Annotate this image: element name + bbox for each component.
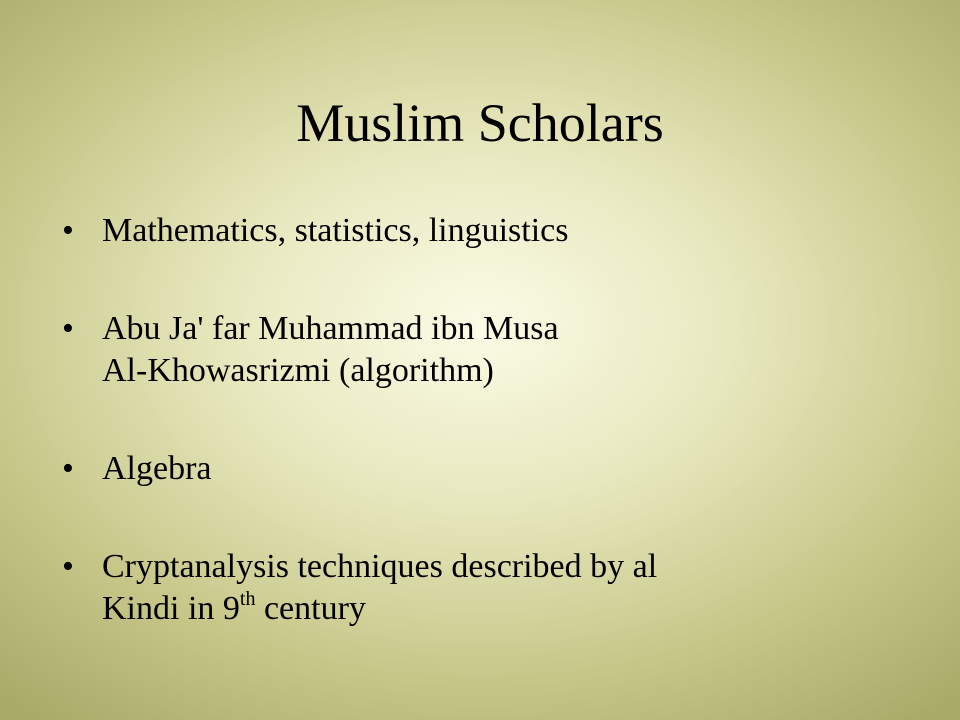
- bullet-text: Cryptanalysis techniques described by al: [102, 548, 658, 585]
- bullet-text: Algebra: [102, 450, 212, 487]
- bullet-marker: •: [62, 548, 74, 585]
- bullet-marker: •: [62, 310, 74, 347]
- ordinal-superscript: th: [239, 588, 256, 610]
- bullet-item: [62, 448, 922, 490]
- bullet-text-continued: Al-Khowasrizmi (algorithm): [102, 352, 494, 389]
- bullet-item: [62, 308, 922, 392]
- bullet-item: [62, 546, 922, 630]
- bullet-item: [62, 210, 922, 252]
- slide-title: Muslim Scholars: [296, 93, 664, 153]
- bullet-marker: •: [62, 450, 74, 487]
- bullet-text: Mathematics, statistics, linguistics: [102, 212, 569, 249]
- bullet-text-continued-end: century: [255, 590, 366, 627]
- bullet-text: Abu Ja' far Muhammad ibn Musa: [102, 310, 559, 347]
- bullet-text-continued: Kindi in 9: [102, 590, 240, 627]
- bullet-marker: •: [62, 212, 74, 249]
- bullet-list: [62, 210, 922, 630]
